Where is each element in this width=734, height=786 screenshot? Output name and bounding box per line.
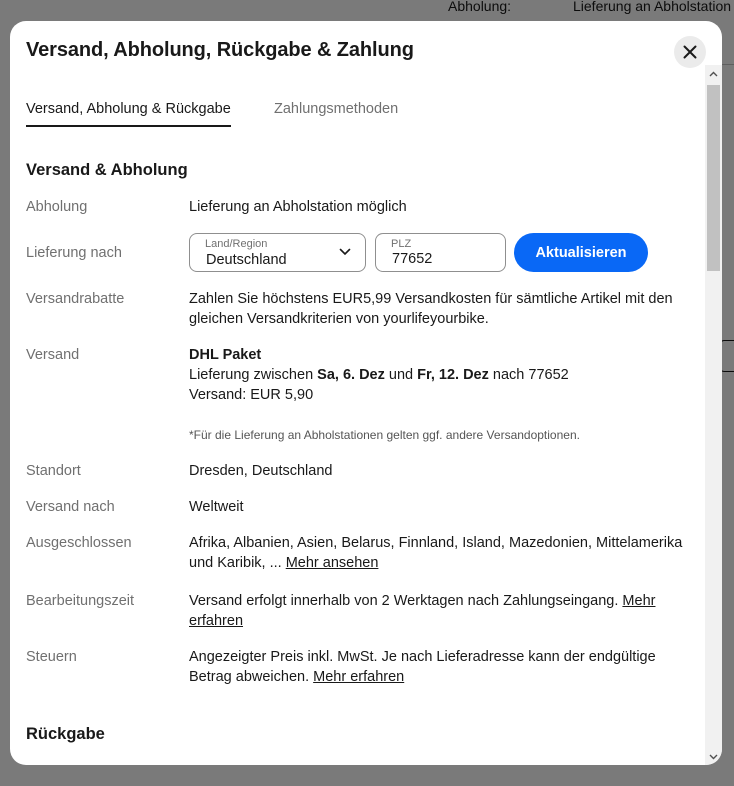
delivery-suffix: nach 77652 — [492, 367, 569, 383]
section-title-returns: Rückgabe — [26, 725, 105, 743]
delivery-date-to: Fr, 12. Dez — [417, 367, 489, 383]
tab-bar — [26, 101, 706, 127]
handling-value — [189, 591, 689, 631]
handling-learn-more-link[interactable]: Mehr erfahren — [189, 593, 656, 629]
discounts-value: Zahlen Sie höchstens EUR5,99 Versandkosten für sämtliche Artikel mit den gleichen Versandkriterien von yourlifeyourbike. — [189, 291, 673, 327]
delivery-prefix: Lieferung zwischen — [189, 367, 314, 383]
delivery-estimate — [189, 365, 689, 385]
taxes-value — [189, 647, 689, 687]
delivery-label: Lieferung nach — [26, 245, 122, 261]
taxes-label: Steuern — [26, 649, 77, 665]
location-value: Dresden, Deutschland — [189, 463, 333, 479]
country-select-value: Deutschland — [206, 252, 287, 268]
excluded-value — [189, 533, 689, 573]
tab-payment-methods[interactable]: Zahlungsmethoden — [274, 101, 399, 117]
scroll-up-arrow[interactable] — [705, 65, 722, 82]
dialog-content — [10, 145, 705, 765]
taxes-text: Angezeigter Preis inkl. MwSt. Je nach Lieferadresse kann der endgültige Betrag abweichen. — [189, 649, 656, 685]
dialog-title: Versand, Abholung, Rückgabe & Zahlung — [26, 39, 414, 61]
service-details — [189, 345, 689, 405]
scrollbar[interactable] — [705, 65, 722, 765]
ships-to-value: Weltweit — [189, 499, 244, 515]
section-title-shipping: Versand & Abholung — [26, 161, 188, 179]
zip-field-label: PLZ — [391, 238, 412, 250]
service-label: Versand — [26, 347, 80, 363]
zip-field[interactable] — [375, 233, 506, 272]
excluded-list: Afrika, Albanien, Asien, Belarus, Finnland, Island, Mazedonien, Mittelamerika und Karibik, ... — [189, 535, 683, 571]
chevron-up-icon — [709, 71, 718, 77]
country-select-label: Land/Region — [205, 238, 268, 250]
scroll-down-arrow[interactable] — [705, 748, 722, 765]
location-label: Standort — [26, 463, 81, 479]
delivery-date-from: Sa, 6. Dez — [317, 367, 385, 383]
discounts-label: Versandrabatte — [26, 291, 125, 307]
chevron-down-icon — [709, 754, 718, 760]
pickup-value: Lieferung an Abholstation möglich — [189, 199, 407, 215]
taxes-learn-more-link[interactable]: Mehr erfahren — [313, 669, 405, 685]
shipping-dialog — [10, 21, 722, 765]
delivery-and: und — [388, 367, 414, 383]
shipping-cost: Versand: EUR 5,90 — [189, 387, 314, 403]
zip-input[interactable] — [392, 251, 492, 267]
close-icon — [683, 45, 697, 59]
chevron-down-icon — [339, 248, 351, 256]
scrollbar-thumb[interactable] — [707, 85, 720, 271]
see-more-link[interactable]: Mehr ansehen — [285, 555, 379, 571]
close-button[interactable] — [674, 36, 706, 68]
tab-shipping-returns[interactable]: Versand, Abholung & Rückgabe — [26, 101, 231, 127]
pickup-note: *Für die Lieferung an Abholstationen gelten ggf. andere Versandoptionen. — [189, 428, 580, 442]
handling-text: Versand erfolgt innerhalb von 2 Werktagen nach Zahlungseingang. — [189, 593, 619, 609]
excluded-label: Ausgeschlossen — [26, 535, 132, 551]
country-select[interactable] — [189, 233, 366, 272]
pickup-label: Abholung — [26, 199, 88, 215]
service-name: DHL Paket — [189, 347, 262, 363]
ships-to-label: Versand nach — [26, 499, 115, 515]
update-button[interactable]: Aktualisieren — [514, 233, 648, 272]
handling-label: Bearbeitungszeit — [26, 593, 135, 609]
